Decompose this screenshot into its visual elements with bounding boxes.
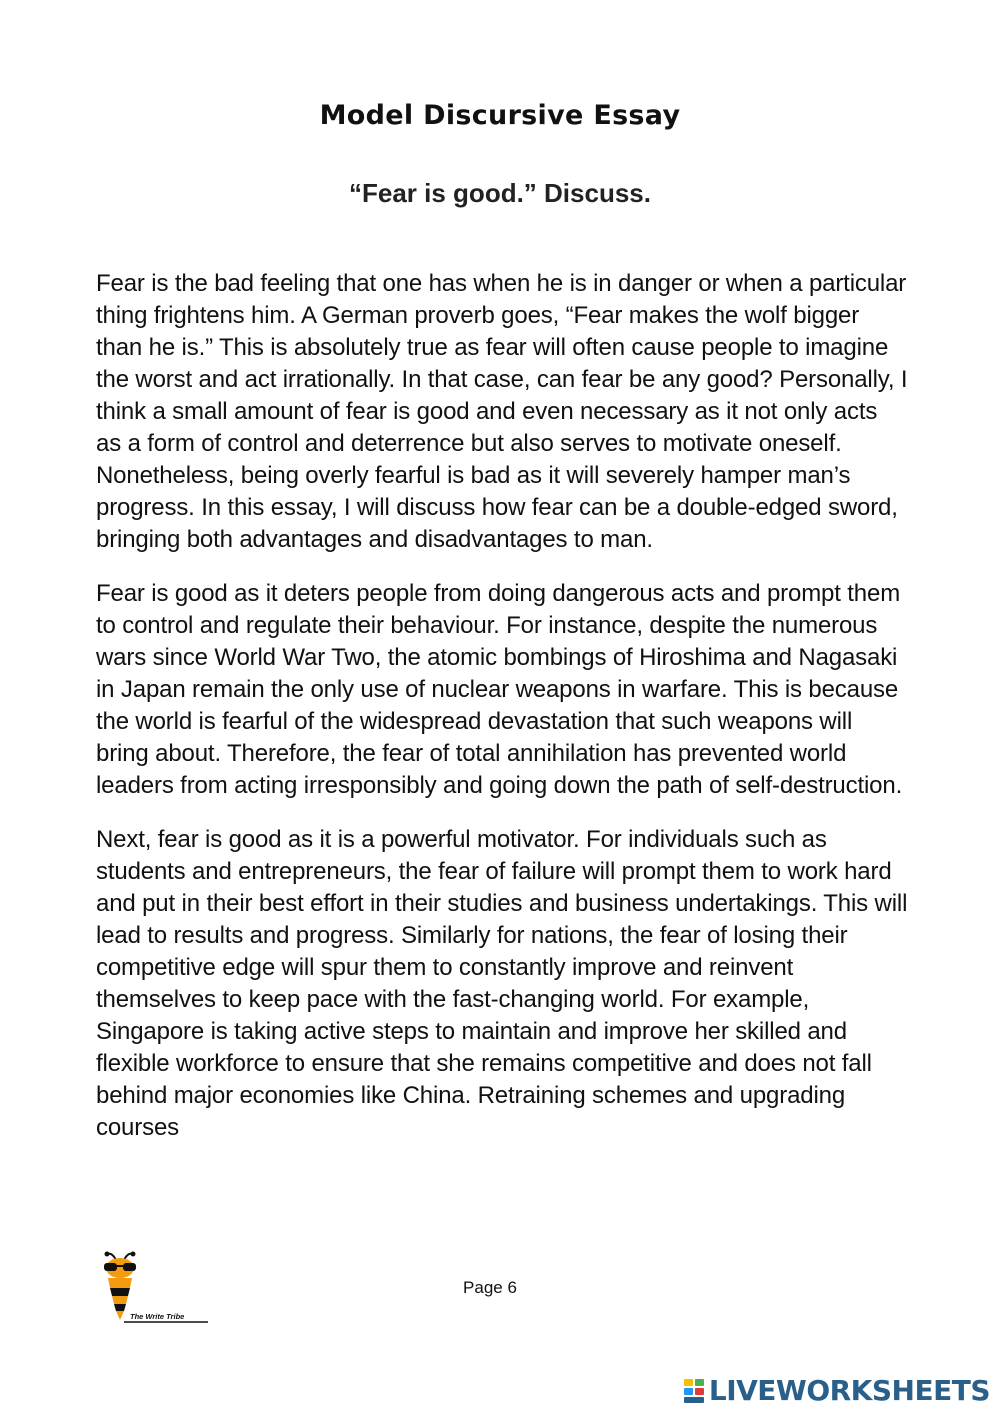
essay-paragraph-3: Next, fear is good as it is a powerful motivator. For individuals such as students and entrepreneurs, the fear of failure will prompt them to work hard and put in their best effort in their studies and business undertakings. This will lead to results and progress. Similarly for nations, the fear of losing their competitive edge will spur them to constantly improve and reinvent themselves to keep pace with the fast-changing world. For example, Singapore is taking active steps to maintain and improve her skilled and flexible workforce to ensure that she remains competitive and does not fall behind major economies like China. Retraining schemes and upgrading courses <box>96 826 908 1141</box>
liveworksheets-logo-icon <box>683 1378 705 1404</box>
logo-caption: The Write Tribe <box>130 1312 185 1321</box>
watermark <box>683 1374 990 1407</box>
essay-paragraph-1: Fear is the bad feeling that one has when he is in danger or when a particular thing frightens him. A German proverb goes, “Fear makes the wolf bigger than he is.” This is absolutely true as fear will often cause people to imagine the worst and act irrationally. In that case, can fear be any good? Personally, I think a small amount of fear is good and even necessary as it not only acts as a form of control and deterrence but also serves to motivate oneself. Nonetheless, being overly fearful is bad as it will severely hamper man’s progress. In this essay, I will discuss how fear can be a double-edged sword, bringing both advantages and disadvantages to man. <box>96 270 908 553</box>
page-number: Page 6 <box>463 1278 517 1297</box>
essay-question: “Fear is good.” Discuss. <box>349 178 651 208</box>
essay-paragraph-2: Fear is good as it deters people from doing dangerous acts and prompt them to control and regulate their behaviour. For instance, despite the numerous wars since World War Two, the atomic bombings of Hiroshima and Nagasaki in Japan remain the only use of nuclear weapons in warfare. This is because the world is fearful of the widespread devastation that such weapons will bring about. Therefore, the fear of total annihilation has prevented world leaders from acting irresponsibly and going down the path of self-destruction. <box>96 580 903 799</box>
watermark-text: LIVEWORKSHEETS <box>708 1374 990 1407</box>
page-title: Model Discursive Essay <box>319 100 681 131</box>
essay-body <box>96 268 908 1166</box>
